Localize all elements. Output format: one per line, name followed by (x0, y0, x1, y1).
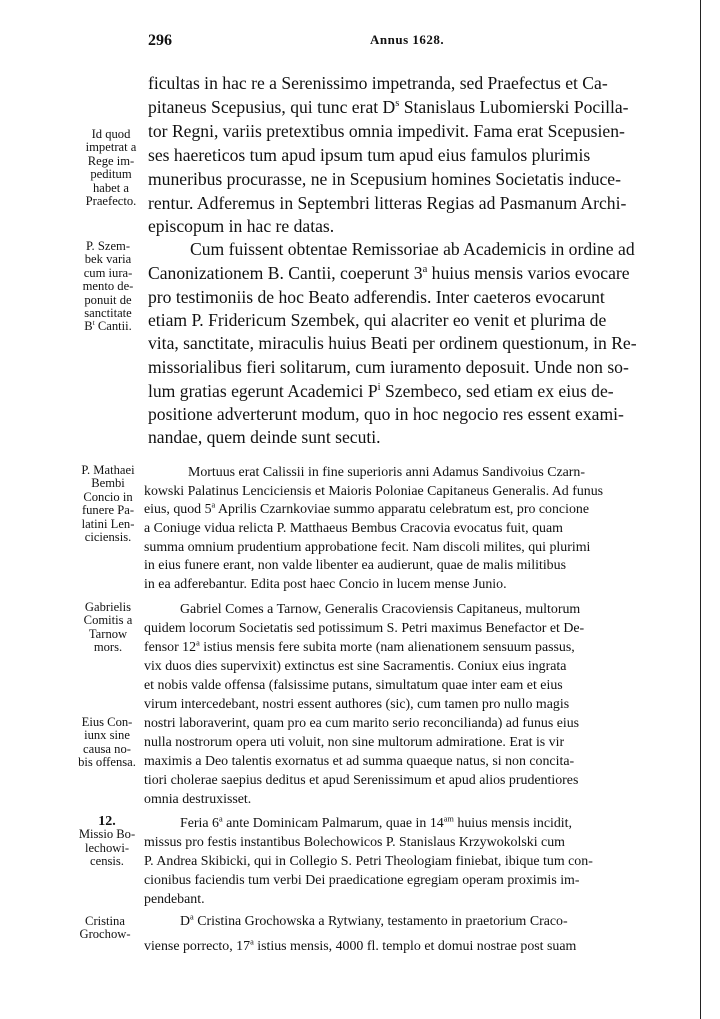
margin-note-tarnow-mors (76, 601, 140, 655)
margin-note-line: mors. (93, 640, 123, 655)
margin-note-szembek (75, 240, 141, 334)
small-text-line: Mortuus erat Calissii in fine superioris anni Adamus Sandivoius Czarn- (188, 465, 585, 480)
main-text-line: pro testimoniis de hoc Beato adferendis. Inter caeteros evocarunt (148, 287, 605, 307)
main-text-line: pitaneus Scepusius, qui tunc erat $D^s$ Stanislaus Lubomierski Pocilla- (148, 97, 629, 117)
small-text-line: pendebant. (144, 892, 205, 907)
margin-note-line: Grochow- (79, 927, 131, 942)
margin-note-number: 12. (98, 814, 116, 829)
small-text-line: vix duos dies supervixit) extinctus est sine Sacramentis. Coniux eius ingrata (144, 659, 567, 674)
margin-note-line: lechowi- (84, 840, 130, 855)
margin-note-line: Tarnow (88, 626, 128, 641)
margin-note-line: peditum (90, 167, 132, 182)
margin-note-line: Eius Con- (81, 715, 133, 729)
margin-note-line: funere Pa- (81, 503, 135, 518)
margin-note-line: mento de- (82, 279, 134, 294)
margin-note-line: causa no- (83, 741, 131, 756)
small-text-line: nulla nostrorum opera uti voluit, non sine multorum admiratione. Erat is vir (144, 735, 565, 750)
margin-note-line: cum iura- (83, 265, 133, 280)
small-text-line: missus pro festis instantibus Bolechowicos P. Stanislaus Krzywokolski cum (144, 835, 565, 850)
small-text-line: cionibus faciendis tum verbi Dei praedicatione egregiam operam proximis im- (144, 873, 580, 888)
main-text-line: ficultas in hac re a Serenissimo impetranda, sed Praefectus et Ca- (148, 73, 608, 93)
margin-note-bembi-concio (74, 464, 142, 544)
margin-note-missio (74, 815, 140, 869)
margin-note-line: habet a (92, 180, 129, 195)
small-text-line: Feria 6$^a$ ante Dominicam Palmarum, quae in $14^{am}$ huius mensis incidit, (180, 814, 572, 831)
small-text-line: in eius funere erant, non valde libenter ea audierunt, quae de malis militibus (144, 558, 566, 573)
main-text-line: nandae, quem deinde sunt secuti. (148, 427, 381, 447)
margin-note-line: iunx sine (84, 728, 130, 743)
small-text-line: tiori cholerae saepius deditus et apud Serenissimum et apud alios prudentiores (144, 773, 579, 788)
page-edge-line (700, 0, 701, 1019)
main-text-line: tor Regni, variis pretextibus omnia impedivit. Fama erat Scepusien- (148, 121, 625, 141)
margin-note-id-quod (80, 128, 142, 208)
margin-note-line: Cristina (85, 914, 125, 928)
margin-note-line: P. Szem- (85, 239, 131, 253)
main-text-line: Cum fuissent obtentae Remissoriae ab Academicis in ordine ad (190, 239, 635, 259)
small-text-line: omnia destruxisset. (144, 792, 252, 807)
small-text-line: fensor 12$^a$ istius mensis fere subita morte (nam alienationem sensuum passus, (144, 638, 575, 655)
margin-note-line: Bembi (91, 476, 125, 491)
small-text-line: Gabriel Comes a Tarnow, Generalis Cracoviensis Capitaneus, multorum (180, 602, 581, 617)
margin-note-line: Concio in (83, 489, 133, 504)
small-text-line: maximis a Deo talentis exornatus et ad summa quaeque natus, si non concita- (144, 754, 575, 769)
small-text-line: in ea adferebantur. Edita post haec Concio in lucem mense Junio. (144, 577, 507, 592)
main-text-line: rentur. Adferemus in Septembri litteras Regias ad Pasmanum Archi- (148, 193, 627, 213)
main-text-line: lum gratias egerunt Academici $P^i$ Szembeco, sed etiam ex eius de- (148, 381, 614, 401)
small-text-line: a Coniuge vidua relicta P. Matthaeus Bembus Cracovia evocatus fuit, quam (144, 521, 563, 536)
main-text-line: Canonizationem B. Cantii, coeperunt 3$^a$ huius mensis varios evocare (148, 263, 630, 283)
small-text-line: et nobis valde offensa (falsissime putans, simultatum quae inter eam et eius (144, 678, 563, 693)
small-text-line: kowski Palatinus Lenciciensis et Maioris Poloniae Capitaneus Generalis. Ad funus (144, 484, 604, 499)
margin-note-line: Rege im- (87, 153, 135, 168)
small-text-line: nostri laboraverint, quam pro ea cum marito serio reconcilianda) ad funus eius (144, 716, 580, 731)
page-number: 296 (148, 32, 172, 49)
main-text-line: missorialibus fieri solitarum, cum iuramento deposuit. Unde non so- (148, 357, 629, 377)
margin-note-line: censis. (90, 854, 124, 869)
margin-note-line: ciciensis. (84, 529, 132, 544)
small-text-line: quidem locorum Societatis sed potissimum S. Petri maximus Benefactor et De- (144, 621, 585, 636)
small-text-line: virum intercedebant, nostri essent authores (sic), cum tamen pro nullo magis (144, 697, 570, 712)
main-text-line: muneribus procurasse, ne in Scepusium homines Societatis induce- (148, 169, 621, 189)
main-text-line: positione adverterunt modum, quo in hoc negocio res essent exami- (148, 404, 624, 424)
main-text-line: ses haereticos tum apud ipsum tum apud eius famulos plurimis (148, 145, 591, 165)
main-text-line: episcopum in hac re datas. (148, 216, 335, 236)
small-text-line: P. Andrea Skibicki, qui in Collegio S. Petri Theologiam finiebat, ibique tum con- (144, 854, 593, 869)
margin-note-line: bis offensa. (78, 755, 136, 770)
margin-note-line: sanctitate (84, 305, 132, 320)
margin-note-line: Gabrielis (84, 600, 132, 614)
margin-note-coniux (72, 716, 142, 770)
main-text-line: vita, sanctitate, miraculis huius Beati per ordinem questionum, in Re- (148, 333, 637, 353)
small-text-line: eius, quod 5$^a$ Aprilis Czarnkoviae summo apparatu celebratum est, pro concione (144, 500, 590, 517)
small-text-line: viense porrecto, 17$^a$ istius mensis, 4000 fl. templo et domui nostrae post suam (144, 937, 577, 954)
main-text-line: etiam P. Fridericum Szembek, qui alacriter eo venit et plurima de (148, 310, 607, 330)
margin-note-line: ponuit de (84, 292, 132, 307)
margin-note-cristina (70, 915, 140, 942)
small-text-line: $D^a$ Cristina Grochowska a Rytwiany, testamento in praetorium Craco- (180, 912, 568, 929)
running-header-year: Annus 1628. (370, 32, 445, 47)
margin-note-line: impetrat a (85, 140, 137, 155)
margin-note-line: latini Len- (81, 516, 135, 531)
margin-note-line: P. Mathaei (81, 463, 135, 477)
margin-note-line: Missio Bo- (78, 827, 136, 842)
margin-note-line: Praefecto. (85, 193, 137, 208)
margin-note-line: bek varia (84, 252, 132, 267)
margin-note-line: Id quod (91, 127, 131, 141)
margin-note-line: $B^t$ Cantii. (84, 318, 132, 334)
small-text-line: summa omnium prudentium approbatione fecit. Nam discoli milites, qui plurimi (144, 540, 591, 555)
margin-note-line: Comitis a (83, 613, 133, 628)
